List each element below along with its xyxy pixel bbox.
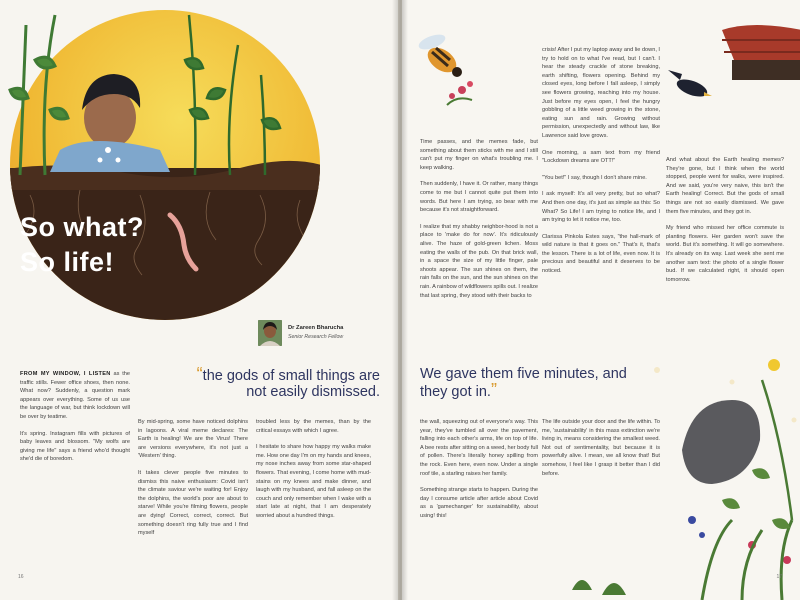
- right-column-1-bottom: [420, 418, 538, 529]
- right-col1b-p1: the wall, squeezing out of everyone's way. This year, they've tumbled all over the pavement, falling into each other's arms, life on top of life. A bee rests after sitting on a weed, her body full of pollen. There's literally honey spilling from the rock. Even here, even now. Under a single roof tile, a starling raises her family.: [420, 419, 538, 477]
- author-block: [258, 320, 383, 350]
- author-role: Senior Research Fellow: [288, 334, 344, 340]
- author-name: Dr Zareen Bharucha: [288, 325, 344, 331]
- pull-quote-right-text: We gave them five minutes, and they got in.: [420, 366, 627, 400]
- left-col3-p2: I hesitate to share how happy my walks make me. How one day I'm on my hands and knees, my nose inches away from some star-shaped flowers. That evening, I come home with mud-stains on my knees and make dinner, and laugh with my husband, and fall asleep on the couch and only remember when I wake with a start late at night, that I am desperately worried about a hundred things.: [256, 444, 371, 519]
- title-line-1: So what?: [20, 212, 144, 242]
- spine-shadow: [392, 0, 408, 600]
- starling-bird: [668, 70, 712, 100]
- pull-quote-left-text: the gods of small things are not easily dismissed.: [202, 368, 380, 400]
- right-column-2-top: [542, 46, 660, 284]
- left-col3-p1: troubled less by the memes, than by the critical essays with which I agree.: [256, 419, 371, 434]
- article-title: [20, 210, 144, 280]
- right-col2-p2: One morning, a sam text from my friend "Lockdown dreams are OTT!": [542, 149, 660, 165]
- right-col1-p3: I realize that my shabby neighbor-hood is not a place to 'make do for now'. It's ridiculously alive. The haze of gold-green lichen. Moss eating the walls of the pub. On that brick wall, in a space the size of my little finger, pale shoots appear. The sun shines on them, the rain falls on the sun, and the sun shines on the rain. A rainbow of wildflowers spills out. I realize that last spring, they stood with their backs to: [420, 223, 538, 299]
- right-col1-p2: Then suddenly, I have it. Or rather, many things come to me but I cannot quite put them into words. But here I am trying, so bear with me because it's not straightforward.: [420, 181, 538, 214]
- bottom-center-plants: [572, 580, 626, 595]
- left-col1-p2: It's spring. Instagram fills with pictures of baby leaves and blossom. "My wolfs are giving me life" says a friend who'd thought she'd die of boredom.: [20, 430, 130, 463]
- left-column-3: [256, 418, 371, 529]
- quote-mark-open: “: [196, 364, 203, 384]
- right-column-1-top: [420, 138, 538, 308]
- right-col3-p1: And what about the Earth healing memes? They're gone, but I think when the world stopped, people went for walks, were inspired. And we said, you're very naive, this isn't the Earth healing! Correct. But the gods of small things are not so easily dismissed. We gave them five minutes, and they got in.: [666, 157, 784, 215]
- right-column-3: [666, 156, 784, 292]
- right-page: [402, 0, 800, 600]
- right-col3-p2: My friend who missed her office commute is planting flowers. Her garden won't save the world. But it's something. It will go somewhere. It's already on its way. Last week she sent me another sam text: the photo of a single flower bud. If we calculated right, it should open tomorrow.: [666, 225, 784, 283]
- right-col1b-p2: Something strange starts to happen. During the day I consume article after article about Covid as a 'gamechanger' for sustainability, about using! this!: [420, 487, 538, 519]
- right-col2-p1: crisis! After I put my laptop away and lie down, I try to hold on to what I've read, but I can't. I hear the steady crackle of stone breaking, earth shifting, flowers opening. Behind my closed eyes, long before I fall asleep, I simply see flowers growing, reaching into my house. Just before my eyes open, I feel the hungry gobbling of a little weed growing in the stone, eating sun and rain. Growing without permission, unexpectedly and without law, like Lawrence said love grows.: [542, 47, 660, 139]
- right-column-2-bottom: [542, 418, 660, 486]
- right-col2-p4: I ask myself: It's all very pretty, but so what? And then one day, it's just as simple as this: So What? So Life! I am trying to notice life, and I am trying to let it notice me, too.: [542, 191, 660, 224]
- roof-illustration: [722, 25, 800, 80]
- right-col2-p5: Clarissa Pinkola Estes says, "the hall-mark of wild nature is that it goes on." That's it, that's the lesson. There is a lot of life, even now. It is precious and beautiful and it deserves to be noticed.: [542, 233, 660, 275]
- right-col1-p1: Time passes, and the memes fade, but something about them sticks with me and I still can't put my finger on what's troubling me. I keep walking.: [420, 139, 538, 171]
- hero-illustration: [0, 0, 398, 360]
- pull-quote-right: [420, 366, 640, 400]
- left-col1-p1: as the traffic stills. Fewer office shoes, then none. What now? Suddenly, a question mark appears over everything. Some of us use the language of war, but think lockdown will be over by teatime.: [20, 371, 130, 420]
- page-number-left: 16: [18, 574, 24, 580]
- rock-flowers: [654, 359, 797, 600]
- bee-illustration: [417, 32, 473, 105]
- author-avatar: [258, 320, 282, 346]
- page-number-right: 17: [776, 574, 782, 580]
- pull-quote-left: [180, 366, 380, 400]
- left-page: [0, 0, 398, 600]
- lead-in: FROM MY WINDOW, I LISTEN: [20, 371, 111, 377]
- left-col2-p1: By mid-spring, some have noticed dolphins in lagoons. A viral meme declares: The Earth is healing! We are the Virus! There are versions everywhere, it's not just a 'Western' thing.: [138, 419, 248, 460]
- quote-mark-close: ”: [490, 380, 497, 400]
- left-column-1: [20, 370, 130, 472]
- right-col2-p3: "You bet!" I say, though I don't share mine.: [542, 174, 647, 181]
- right-col2b-p1: The life outside your door and the life within. To me, 'sustainability' in this mass extinction we're living in, means considering the smallest weed. Not out of sentimentality, but because it is powerfully alive. I mean, we all know that! But somehow, I feel like I grasp it better than I did before.: [542, 419, 660, 477]
- left-column-2: [138, 418, 248, 546]
- left-col2-p2: It takes clever people five minutes to dismiss this naive enthusiasm: Covid isn't the climate saviour we're waiting for! Enjoy the dolphins, the world's poor are about to starve! While you're filming flowers, people are dying! Correct, correct, correct. But something doesn't ring fully true and I find myself: [138, 469, 248, 537]
- title-line-2: So life!: [20, 247, 115, 277]
